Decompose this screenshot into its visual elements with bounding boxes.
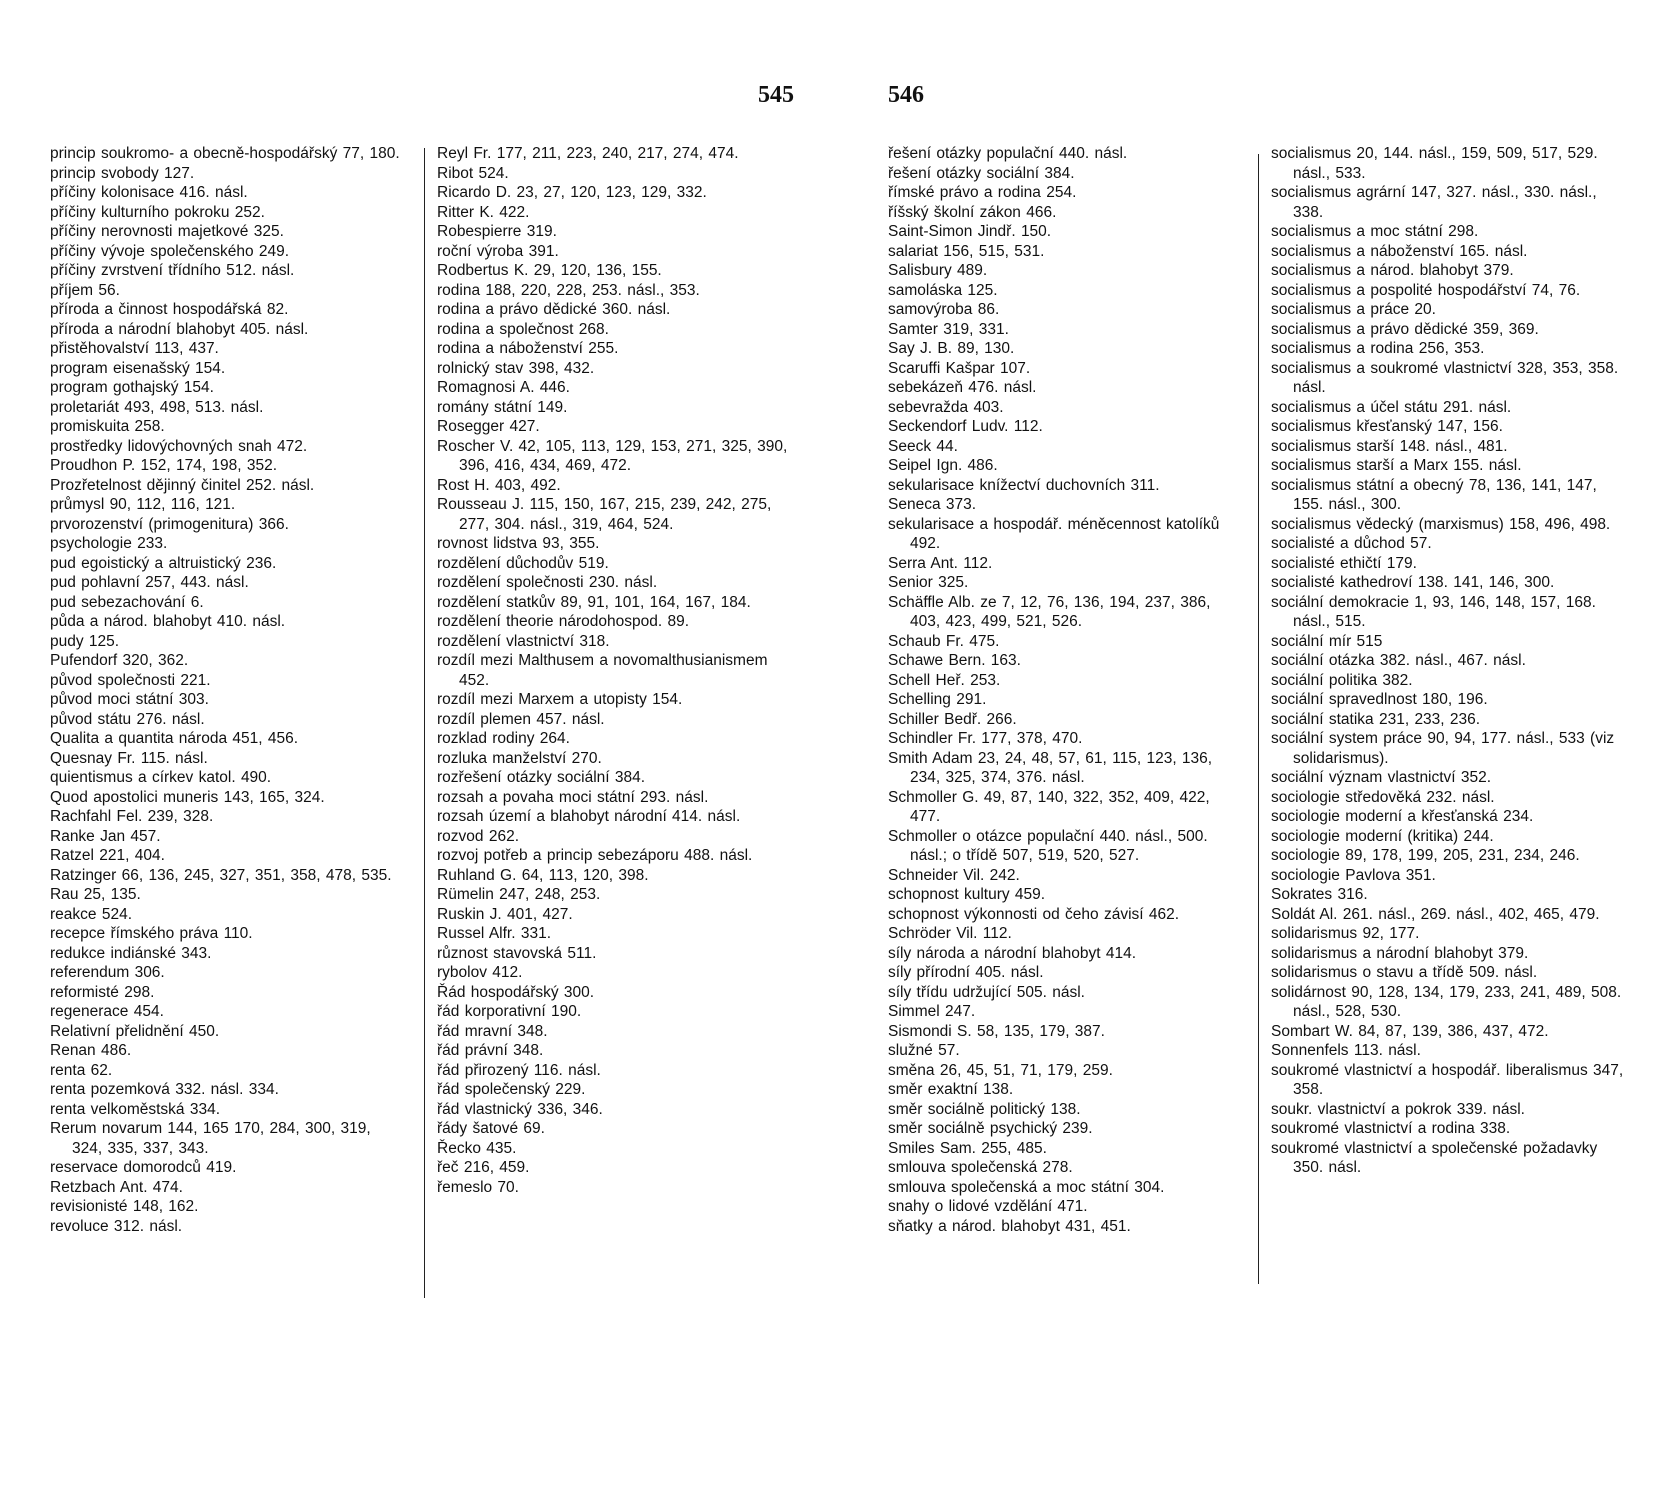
index-entry: Schell Heř. 253. bbox=[888, 671, 1001, 689]
index-entry: pud pohlavní 257, 443. násl. bbox=[50, 574, 249, 591]
index-entry: renta pozemková 332. násl. 334. bbox=[50, 1081, 279, 1098]
index-entry: příroda a národní blahobyt 405. násl. bbox=[50, 320, 309, 338]
index-entry: přistěhovalství 113, 437. bbox=[50, 340, 219, 357]
index-entry: snahy o lidové vzdělání 471. bbox=[888, 1198, 1088, 1215]
index-entry: socialismus a moc státní 298. bbox=[1271, 223, 1479, 240]
index-entry: sociální system práce 90, 94, 177. násl., 533 (viz solidarismus). bbox=[1271, 730, 1615, 767]
index-entry: Quod apostolici muneris 143, 165, 324. bbox=[50, 788, 325, 806]
index-entry: prostředky lidovýchovných snah 472. bbox=[50, 437, 308, 455]
index-entry: Seeck 44. bbox=[888, 437, 958, 455]
index-entry: sociální spravedlnost 180, 196. bbox=[1271, 691, 1488, 708]
index-entry: směr exaktní 138. bbox=[888, 1081, 1014, 1098]
index-entry: proletariát 493, 498, 513. násl. bbox=[50, 398, 264, 416]
index-entry: Ricardo D. 23, 27, 120, 123, 129, 332. bbox=[437, 184, 707, 201]
index-entry: Retzbach Ant. 474. bbox=[50, 1178, 183, 1196]
index-entry: Robespierre 319. bbox=[437, 223, 557, 240]
index-entry: příčiny nerovnosti majetkové 325. bbox=[50, 223, 284, 240]
index-entry: Schmoller o otázce populační 440. násl., 500. násl.; o třídě 507, 519, 520, 527. bbox=[888, 827, 1208, 864]
index-entry: příčiny zvrstvení třídního 512. násl. bbox=[50, 262, 295, 279]
index-entry: socialismus starší 148. násl., 481. bbox=[1271, 437, 1508, 455]
index-entry: sociální demokracie 1, 93, 146, 148, 157, 168. násl., 515. bbox=[1271, 593, 1596, 630]
index-entry: quientismus a církev katol. 490. bbox=[50, 769, 272, 786]
index-entry: renta velkoměstská 334. bbox=[50, 1100, 221, 1118]
index-entry: program gothajský 154. bbox=[50, 379, 214, 396]
index-entry: Řecko 435. bbox=[437, 1139, 517, 1157]
index-entry: rozdělení důchodův 519. bbox=[437, 554, 609, 572]
index-entry: Qualita a quantita národa 451, 456. bbox=[50, 730, 299, 747]
index-entry: Salisbury 489. bbox=[888, 262, 988, 279]
index-entry: revoluce 312. násl. bbox=[50, 1217, 183, 1235]
column-divider-left bbox=[424, 148, 425, 1298]
index-entry: soukr. vlastnictví a pokrok 339. násl. bbox=[1271, 1100, 1525, 1118]
index-entry: příčiny vývoje společenského 249. bbox=[50, 242, 290, 260]
index-entry: římské právo a rodina 254. bbox=[888, 184, 1077, 201]
index-entry: promiskuita 258. bbox=[50, 418, 165, 435]
index-entry: recepce římského práva 110. bbox=[50, 925, 253, 942]
index-entry: Sonnenfels 113. násl. bbox=[1271, 1042, 1421, 1059]
index-entry: půda a národ. blahobyt 410. násl. bbox=[50, 613, 286, 630]
page-number-left: 545 bbox=[758, 82, 794, 108]
index-entry: řešení otázky populační 440. násl. bbox=[888, 145, 1128, 162]
index-entry: Russel Alfr. 331. bbox=[437, 925, 552, 942]
index-entry: reformisté 298. bbox=[50, 983, 155, 1001]
index-entry: solidárnost 90, 128, 134, 179, 233, 241, 489, 508. násl., 528, 530. bbox=[1271, 983, 1622, 1020]
index-entry: příčiny kolonisace 416. násl. bbox=[50, 184, 248, 201]
index-entry: Ranke Jan 457. bbox=[50, 827, 161, 845]
index-entry: původ moci státní 303. bbox=[50, 691, 209, 708]
index-entry: Quesnay Fr. 115. násl. bbox=[50, 749, 208, 767]
index-entry: program eisenašský 154. bbox=[50, 359, 226, 377]
index-entry: pud sebezachování 6. bbox=[50, 593, 204, 611]
index-entry: Ribot 524. bbox=[437, 164, 509, 182]
index-entry: Ratzinger 66, 136, 245, 327, 351, 358, 478, 535. bbox=[50, 866, 392, 884]
index-entry: Prozřetelnost dějinný činitel 252. násl. bbox=[50, 476, 315, 494]
index-entry: socialismus a práce 20. bbox=[1271, 301, 1436, 318]
index-entry: socialismus agrární 147, 327. násl., 330. násl., 338. bbox=[1271, 184, 1597, 221]
index-entry: socialisté kathedroví 138. 141, 146, 300. bbox=[1271, 574, 1555, 591]
index-entry: socialisté ethičtí 179. bbox=[1271, 554, 1417, 572]
column-divider-right bbox=[1258, 154, 1259, 1284]
index-entry: řády šatové 69. bbox=[437, 1120, 545, 1137]
index-entry: rovnost lidstva 93, 355. bbox=[437, 535, 600, 552]
index-entry: řeč 216, 459. bbox=[437, 1159, 530, 1176]
index-entry: Smith Adam 23, 24, 48, 57, 61, 115, 123, 136, 234, 325, 374, 376. násl. bbox=[888, 749, 1213, 786]
index-entry: solidarismus 92, 177. bbox=[1271, 925, 1420, 942]
index-entry: Schawe Bern. 163. bbox=[888, 652, 1021, 669]
index-entry: solidarismus a národní blahobyt 379. bbox=[1271, 944, 1529, 962]
index-entry: redukce indiánské 343. bbox=[50, 944, 212, 962]
index-entry: socialismus starší a Marx 155. násl. bbox=[1271, 457, 1522, 474]
index-entry: solidarismus o stavu a třídě 509. násl. bbox=[1271, 964, 1538, 981]
index-entry: Schiller Bedř. 266. bbox=[888, 710, 1017, 728]
index-entry: síly přírodní 405. násl. bbox=[888, 964, 1044, 981]
index-entry: romány státní 149. bbox=[437, 398, 568, 416]
index-entry: Rümelin 247, 248, 253. bbox=[437, 886, 601, 903]
index-entry: příroda a činnost hospodářská 82. bbox=[50, 301, 289, 318]
index-entry: Reyl Fr. 177, 211, 223, 240, 217, 274, 474. bbox=[437, 145, 739, 162]
index-entry: revisionisté 148, 162. bbox=[50, 1198, 199, 1215]
index-entry: řád vlastnický 336, 346. bbox=[437, 1100, 603, 1118]
index-entry: sociologie moderní (kritika) 244. bbox=[1271, 827, 1494, 845]
index-entry: Rosegger 427. bbox=[437, 418, 540, 435]
index-entry: sociologie moderní a křesťanská 234. bbox=[1271, 808, 1534, 825]
index-entry: Senior 325. bbox=[888, 574, 969, 591]
index-entry: socialismus a účel státu 291. násl. bbox=[1271, 398, 1512, 416]
index-column-2 bbox=[437, 144, 792, 1197]
index-entry: sociální otázka 382. násl., 467. násl. bbox=[1271, 652, 1526, 669]
index-entry: referendum 306. bbox=[50, 964, 165, 981]
index-entry: průmysl 90, 112, 116, 121. bbox=[50, 496, 236, 513]
index-entry: řád přirozený 116. násl. bbox=[437, 1061, 601, 1079]
index-entry: Seneca 373. bbox=[888, 496, 977, 513]
index-entry: pud egoistický a altruistický 236. bbox=[50, 554, 277, 572]
index-entry: Rousseau J. 115, 150, 167, 215, 239, 242, 275, 277, 304. násl., 319, 464, 524. bbox=[437, 496, 772, 533]
index-entry: reservace domorodců 419. bbox=[50, 1159, 237, 1176]
index-entry: Say J. B. 89, 130. bbox=[888, 340, 1015, 357]
index-entry: sociologie středověká 232. násl. bbox=[1271, 788, 1495, 806]
index-entry: služné 57. bbox=[888, 1042, 960, 1059]
index-entry: řád mravní 348. bbox=[437, 1022, 548, 1040]
index-entry: Proudhon P. 152, 174, 198, 352. bbox=[50, 457, 278, 474]
index-entry: socialismus 20, 144. násl., 159, 509, 517, 529. násl., 533. bbox=[1271, 145, 1598, 182]
index-entry: smlouva společenská a moc státní 304. bbox=[888, 1178, 1165, 1196]
index-entry: Sokrates 316. bbox=[1271, 886, 1368, 903]
index-entry: renta 62. bbox=[50, 1061, 113, 1079]
index-entry: rodina a společnost 268. bbox=[437, 320, 609, 338]
index-entry: Schmoller G. 49, 87, 140, 322, 352, 409, 422, 477. bbox=[888, 788, 1210, 825]
index-entry: rozdíl mezi Malthusem a novomalthusianismem 452. bbox=[437, 652, 768, 689]
index-entry: Seckendorf Ludv. 112. bbox=[888, 418, 1043, 435]
index-entry: rodina a náboženství 255. bbox=[437, 340, 619, 357]
index-entry: Soldát Al. 261. násl., 269. násl., 402, 465, 479. bbox=[1271, 905, 1600, 923]
index-entry: Rerum novarum 144, 165 170, 284, 300, 319, 324, 335, 337, 343. bbox=[50, 1120, 371, 1157]
index-entry: socialismus a soukromé vlastnictví 328, 353, 358. násl. bbox=[1271, 359, 1619, 396]
index-entry: socialismus a národ. blahobyt 379. bbox=[1271, 262, 1514, 279]
index-entry: reakce 524. bbox=[50, 905, 132, 923]
index-entry: socialismus a rodina 256, 353. bbox=[1271, 340, 1485, 357]
index-entry: rozřešení otázky sociální 384. bbox=[437, 769, 646, 786]
index-entry: rozdíl plemen 457. násl. bbox=[437, 710, 605, 728]
index-entry: Renan 486. bbox=[50, 1042, 132, 1059]
index-entry: Rost H. 403, 492. bbox=[437, 476, 561, 494]
index-entry: sociální politika 382. bbox=[1271, 671, 1413, 689]
index-entry: princip soukromo- a obecně-hospodářský 77, 180. bbox=[50, 145, 400, 162]
index-entry: rybolov 412. bbox=[437, 964, 523, 981]
index-entry: Rodbertus K. 29, 120, 136, 155. bbox=[437, 262, 662, 279]
index-entry: příčiny kulturního pokroku 252. bbox=[50, 203, 265, 221]
index-entry: Rachfahl Fel. 239, 328. bbox=[50, 808, 214, 825]
index-entry: rozdělení theorie národohospod. 89. bbox=[437, 613, 690, 630]
index-entry: schopnost kultury 459. bbox=[888, 886, 1046, 903]
index-entry: sociologie Pavlova 351. bbox=[1271, 866, 1436, 884]
index-entry: Schaub Fr. 475. bbox=[888, 632, 1000, 650]
index-entry: Roscher V. 42, 105, 113, 129, 153, 271, 325, 390, 396, 416, 434, 469, 472. bbox=[437, 437, 788, 474]
index-entry: říšský školní zákon 466. bbox=[888, 203, 1057, 221]
index-entry: schopnost výkonnosti od čeho závisí 462. bbox=[888, 905, 1180, 923]
index-entry: socialismus a právo dědické 359, 369. bbox=[1271, 320, 1539, 338]
index-entry: rozluka manželství 270. bbox=[437, 749, 602, 767]
index-entry: řemeslo 70. bbox=[437, 1178, 519, 1196]
index-entry: Ritter K. 422. bbox=[437, 203, 530, 221]
index-entry: příjem 56. bbox=[50, 281, 120, 299]
index-column-4 bbox=[1271, 144, 1626, 1178]
index-entry: soukromé vlastnictví a hospodář. liberalismus 347, 358. bbox=[1271, 1061, 1624, 1098]
index-entry: soukromé vlastnictví a společenské požadavky 350. násl. bbox=[1271, 1139, 1598, 1176]
index-entry: rozklad rodiny 264. bbox=[437, 730, 570, 747]
index-entry: směr sociálně psychický 239. bbox=[888, 1120, 1093, 1137]
index-entry: princip svobody 127. bbox=[50, 164, 195, 182]
index-entry: psychologie 233. bbox=[50, 535, 168, 552]
index-entry: Schindler Fr. 177, 378, 470. bbox=[888, 730, 1083, 747]
index-entry: socialismus a náboženství 165. násl. bbox=[1271, 242, 1528, 260]
index-entry: sebevražda 403. bbox=[888, 398, 1004, 416]
index-entry: sebekázeň 476. násl. bbox=[888, 379, 1037, 396]
index-entry: roční výroba 391. bbox=[437, 242, 559, 260]
index-entry: smlouva společenská 278. bbox=[888, 1159, 1073, 1176]
index-entry: sociální význam vlastnictví 352. bbox=[1271, 769, 1492, 786]
index-entry: Relativní přelidnění 450. bbox=[50, 1022, 220, 1040]
index-entry: Pufendorf 320, 362. bbox=[50, 652, 189, 669]
index-entry: soukromé vlastnictví a rodina 338. bbox=[1271, 1120, 1511, 1137]
index-entry: síly třídu udržující 505. násl. bbox=[888, 983, 1085, 1001]
index-entry: původ společnosti 221. bbox=[50, 671, 211, 689]
index-entry: Schröder Vil. 112. bbox=[888, 925, 1012, 942]
index-entry: Schäffle Alb. ze 7, 12, 76, 136, 194, 237, 386, 403, 423, 499, 521, 526. bbox=[888, 593, 1211, 630]
index-entry: Simmel 247. bbox=[888, 1003, 976, 1020]
index-entry: rodina a právo dědické 360. násl. bbox=[437, 301, 671, 318]
index-entry: rolnický stav 398, 432. bbox=[437, 359, 595, 377]
index-entry: Smiles Sam. 255, 485. bbox=[888, 1139, 1047, 1157]
index-entry: Saint-Simon Jindř. 150. bbox=[888, 223, 1052, 240]
index-entry: salariat 156, 515, 531. bbox=[888, 242, 1045, 260]
index-entry: Scaruffi Kašpar 107. bbox=[888, 359, 1031, 377]
index-entry: Schelling 291. bbox=[888, 691, 987, 708]
index-entry: rozdělení vlastnictví 318. bbox=[437, 632, 610, 650]
index-entry: socialismus státní a obecný 78, 136, 141, 147, 155. násl., 300. bbox=[1271, 476, 1597, 513]
index-entry: Serra Ant. 112. bbox=[888, 554, 993, 572]
index-entry: sekularisace a hospodář. méněcennost katolíků 492. bbox=[888, 515, 1220, 552]
index-entry: Samter 319, 331. bbox=[888, 320, 1009, 338]
index-entry: Seipel Ign. 486. bbox=[888, 457, 998, 474]
index-entry: Romagnosi A. 446. bbox=[437, 379, 570, 396]
index-entry: Řád hospodářský 300. bbox=[437, 983, 595, 1001]
index-entry: rodina 188, 220, 228, 253. násl., 353. bbox=[437, 281, 700, 299]
index-entry: směna 26, 45, 51, 71, 179, 259. bbox=[888, 1061, 1113, 1079]
index-entry: pudy 125. bbox=[50, 632, 120, 650]
index-entry: socialismus vědecký (marxismus) 158, 496, 498. bbox=[1271, 515, 1611, 533]
index-entry: rozsah a povaha moci státní 293. násl. bbox=[437, 788, 709, 806]
index-entry: Ruhland G. 64, 113, 120, 398. bbox=[437, 866, 649, 884]
index-entry: rozdělení společnosti 230. násl. bbox=[437, 574, 658, 591]
index-entry: řád právní 348. bbox=[437, 1042, 544, 1059]
index-entry: sociální mír 515 bbox=[1271, 632, 1383, 650]
index-entry: socialismus a pospolité hospodářství 74, 76. bbox=[1271, 281, 1581, 299]
index-entry: Rau 25, 135. bbox=[50, 886, 141, 903]
index-entry: řád společenský 229. bbox=[437, 1081, 586, 1098]
index-entry: Ruskin J. 401, 427. bbox=[437, 905, 573, 923]
index-entry: různost stavovská 511. bbox=[437, 944, 597, 962]
index-entry: samoláska 125. bbox=[888, 281, 998, 299]
index-entry: řád korporativní 190. bbox=[437, 1003, 582, 1020]
page-number-right: 546 bbox=[888, 82, 924, 108]
index-entry: sociologie 89, 178, 199, 205, 231, 234, 246. bbox=[1271, 847, 1580, 864]
index-entry: původ státu 276. násl. bbox=[50, 710, 205, 728]
index-entry: rozvod 262. bbox=[437, 827, 519, 845]
index-column-3 bbox=[888, 144, 1243, 1236]
index-entry: řešení otázky sociální 384. bbox=[888, 164, 1075, 182]
index-entry: Schneider Vil. 242. bbox=[888, 866, 1020, 884]
index-entry: prvorozenství (primogenitura) 366. bbox=[50, 515, 289, 533]
index-entry: samovýroba 86. bbox=[888, 301, 1000, 318]
index-entry: socialisté a důchod 57. bbox=[1271, 535, 1432, 552]
index-entry: Ratzel 221, 404. bbox=[50, 847, 165, 864]
index-entry: socialismus křesťanský 147, 156. bbox=[1271, 418, 1503, 435]
index-column-1 bbox=[50, 144, 405, 1236]
index-entry: Sismondi S. 58, 135, 179, 387. bbox=[888, 1022, 1105, 1040]
index-entry: regenerace 454. bbox=[50, 1003, 164, 1020]
index-entry: síly národa a národní blahobyt 414. bbox=[888, 944, 1137, 962]
index-entry: rozvoj potřeb a princip sebezáporu 488. násl. bbox=[437, 847, 753, 864]
index-entry: rozsah území a blahobyt národní 414. násl. bbox=[437, 808, 741, 825]
index-entry: sňatky a národ. blahobyt 431, 451. bbox=[888, 1217, 1131, 1235]
index-entry: rozdíl mezi Marxem a utopisty 154. bbox=[437, 691, 683, 708]
index-entry: směr sociálně politický 138. bbox=[888, 1100, 1081, 1118]
index-entry: sociální statika 231, 233, 236. bbox=[1271, 710, 1481, 728]
index-entry: rozdělení statkův 89, 91, 101, 164, 167, 184. bbox=[437, 593, 751, 611]
index-entry: sekularisace knížectví duchovních 311. bbox=[888, 476, 1160, 494]
index-entry: Sombart W. 84, 87, 139, 386, 437, 472. bbox=[1271, 1022, 1549, 1040]
